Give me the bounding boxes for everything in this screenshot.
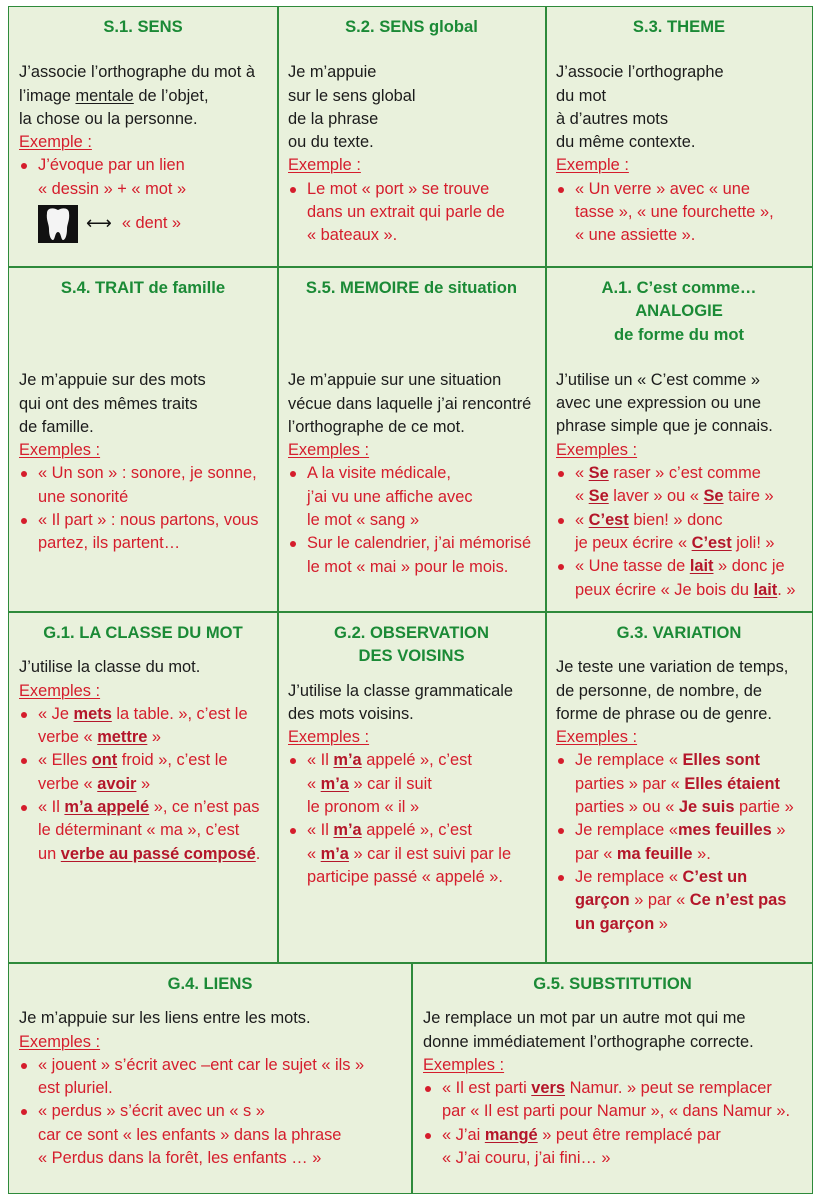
example-list [556, 462, 802, 602]
text: joli! » [731, 533, 775, 552]
text: « J’ai [442, 1125, 485, 1144]
text: « Il [307, 751, 334, 770]
text: taire » [723, 487, 774, 506]
text: Je remplace « [575, 821, 678, 840]
example-item [423, 1077, 802, 1124]
key-word: Je suis [678, 798, 735, 817]
example-label: Exemples : [556, 728, 638, 747]
tooth-illustration-row [19, 205, 267, 243]
example-list [19, 462, 267, 555]
key-word: Se [703, 487, 724, 506]
cell-description: Je m’appuie sur une situation vécue dans laquelle j’ai rencontré l’orthographe de ce mot. [288, 371, 532, 436]
key-word: vers [531, 1079, 566, 1098]
key-word: C’est [588, 510, 629, 529]
example-item: « perdus » s’écrit avec un « s » car ce sont « les enfants » dans la phrase « Perdus dans la forêt, les enfants … » [19, 1100, 401, 1170]
cell-description: Je m’appuie sur le sens global de la phrase ou du texte. [288, 63, 416, 152]
text: raser » c’est comme « [575, 464, 761, 506]
key-word: mes feuilles [677, 821, 772, 840]
example-label: Exemples : [288, 728, 370, 747]
text: . » [777, 580, 796, 599]
cell-description: Je m’appuie sur les liens entre les mots. [19, 1009, 311, 1028]
cell-s4-trait-famille [9, 268, 277, 611]
text: partie » [734, 798, 794, 817]
cell-title: S.3. THEME [632, 17, 726, 36]
example-item [19, 749, 267, 796]
key-word: m’a appelé [64, 798, 150, 817]
key-word: lait [753, 580, 778, 599]
cell-title: S.2. SENS global [345, 17, 478, 36]
text: » par « [629, 891, 690, 910]
cell-title: G.4. LIENS [167, 974, 253, 993]
example-item: Sur le calendrier, j’ai mémorisé le mot « mai » pour le mois. [288, 532, 535, 579]
text: laver » ou « [608, 487, 704, 506]
text: bien! » donc je peux écrire « [575, 510, 723, 552]
text: ». [692, 844, 711, 863]
example-label: Exemples : [19, 681, 101, 700]
example-list [423, 1077, 802, 1170]
text: . [255, 844, 261, 863]
cell-description: Je remplace un mot par un autre mot qui me donne immédiatement l’orthographe correcte. [423, 1009, 754, 1051]
key-word: Elles sont [682, 751, 760, 770]
example-list [556, 178, 802, 248]
text: froid », c’est le verbe « [38, 751, 228, 793]
text: « Je [38, 704, 74, 723]
example-list [19, 1054, 401, 1170]
example-list [288, 178, 535, 248]
example-item [556, 749, 802, 819]
text: de l’objet, la chose ou la personne. [19, 86, 209, 128]
key-word: m’a [333, 751, 362, 770]
example-list [19, 703, 267, 866]
cell-description: J’utilise la classe du mot. [19, 658, 201, 677]
example-item: « Un son » : sonore, je sonne, une sonorité [19, 462, 267, 509]
text: Namur. » peut se remplacer par « Il est parti pour Namur », « dans Namur ». [442, 1079, 791, 1121]
example-item [288, 749, 535, 819]
text: » [654, 914, 668, 933]
example-item [423, 1124, 802, 1171]
example-list [19, 154, 267, 201]
key-word: C’est [691, 533, 732, 552]
cell-description: J’associe l’orthographe du mot à d’autres mots du même contexte. [556, 63, 724, 152]
key-word: mettre [97, 728, 148, 747]
text: » car il suit le pronom « il » [307, 774, 432, 817]
cell-title: G.2. OBSERVATION DES VOISINS [334, 623, 489, 666]
tooth-icon [38, 205, 78, 243]
cell-a1-analogie [546, 268, 812, 611]
key-word: Ce n’est pas un garçon [575, 891, 787, 933]
cell-g5-substitution [413, 964, 812, 1193]
text: « Une tasse de [575, 557, 690, 576]
cell-s1-sens [9, 7, 277, 266]
example-item: J’évoque par un lien « dessin » + « mot » [19, 154, 267, 201]
key-word: ma feuille [616, 844, 693, 863]
key-word: Elles étaient [684, 774, 780, 793]
example-list [556, 749, 802, 935]
text: » par « [575, 821, 786, 863]
example-item [556, 555, 802, 602]
example-label: Exemple : [288, 156, 361, 175]
text: « [575, 510, 589, 529]
cell-g2-observation-voisins [278, 613, 545, 962]
key-word: verbe au passé composé [60, 844, 256, 863]
underlined-word: mentale [75, 86, 134, 105]
key-word: Se [588, 464, 609, 483]
example-list [288, 462, 535, 578]
key-word: avoir [97, 774, 137, 793]
cell-title: S.1. SENS [103, 17, 183, 36]
cell-title: A.1. C’est comme… ANALOGIE de forme du mot [601, 278, 757, 344]
text: Je remplace « [575, 751, 683, 770]
cell-s2-sens-global [278, 7, 545, 266]
strategy-table [8, 6, 813, 1194]
text: » [136, 774, 151, 793]
example-item: « jouent » s’écrit avec –ent car le sujet « ils » est pluriel. [19, 1054, 401, 1101]
example-item [556, 509, 802, 556]
example-label: Exemples : [19, 441, 101, 460]
example-label: Exemple : [556, 156, 629, 175]
text: parties » ou « [575, 798, 675, 817]
cell-description: J’utilise un « C’est comme » avec une expression ou une phrase simple que je connais. [556, 370, 773, 436]
example-item [556, 819, 802, 866]
double-arrow-icon: ⟷ [86, 213, 112, 234]
text: J’associe l’orthographe du mot à l’image [19, 63, 255, 105]
text: » [147, 728, 162, 747]
cell-description: Je teste une variation de temps, de personne, de nombre, de forme de phrase ou de genre. [556, 658, 789, 723]
example-label: Exemple : [19, 133, 92, 152]
text: » donc je peux écrire « Je bois du [575, 557, 785, 599]
key-word: m’a [320, 774, 349, 793]
example-item [19, 703, 267, 750]
text: appelé », c’est « [307, 821, 472, 863]
dent-label: « dent » [121, 214, 182, 233]
example-item: Le mot « port » se trouve dans un extrait qui parle de « bateaux ». [288, 178, 535, 248]
example-item [288, 819, 535, 889]
text: « Il [38, 798, 65, 817]
key-word: ont [91, 751, 118, 770]
cell-description [19, 61, 267, 131]
example-label: Exemples : [19, 1032, 101, 1051]
text: « Elles [38, 751, 92, 770]
text: « [575, 464, 589, 483]
text: » peut être remplacé par « J’ai couru, j’ai fini… » [442, 1125, 721, 1168]
example-label: Exemples : [423, 1055, 505, 1074]
key-word: mets [73, 704, 112, 723]
text: » car il est suivi par le participe passé « appelé ». [307, 844, 512, 886]
cell-description: J’utilise la classe grammaticale des mots voisins. [288, 681, 513, 723]
key-word: m’a [320, 844, 349, 863]
text: la table. », c’est le verbe « [38, 704, 248, 747]
example-list [288, 749, 535, 889]
example-label: Exemples : [288, 441, 370, 460]
cell-title: S.5. MEMOIRE de situation [305, 278, 518, 297]
cell-g1-classe-du-mot [9, 613, 277, 962]
text: appelé », c’est « [307, 751, 472, 793]
example-item [556, 462, 802, 509]
cell-s5-memoire-situation [278, 268, 545, 611]
cell-description: Je m’appuie sur des mots qui ont des mêmes traits de famille. [19, 371, 206, 436]
example-item: « Il part » : nous partons, vous partez, ils partent… [19, 509, 267, 556]
example-label: Exemples : [556, 440, 638, 459]
key-word: C’est un garçon [575, 867, 748, 910]
text: Je remplace « [575, 867, 683, 886]
text: « Il est parti [442, 1079, 532, 1098]
key-word: lait [689, 557, 714, 576]
cell-s3-theme [546, 7, 812, 266]
example-item [19, 796, 267, 866]
cell-title: G.5. SUBSTITUTION [533, 974, 692, 993]
key-word: m’a [333, 821, 362, 840]
text: parties » par « [575, 774, 685, 793]
cell-title: G.1. LA CLASSE DU MOT [43, 623, 243, 642]
example-item: A la visite médicale, j’ai vu une affiche avec le mot « sang » [288, 462, 535, 532]
cell-title: S.4. TRAIT de famille [60, 278, 226, 297]
key-word: Se [588, 487, 609, 506]
text: « Il [307, 821, 334, 840]
cell-g4-liens [9, 964, 411, 1193]
example-item [556, 866, 802, 936]
example-item: « Un verre » avec « une tasse », « une fourchette », « une assiette ». [556, 178, 802, 248]
text: », ce n’est pas le déterminant « ma », c’est un [38, 798, 260, 863]
key-word: mangé [484, 1125, 538, 1144]
cell-g3-variation [546, 613, 812, 962]
cell-title: G.3. VARIATION [616, 623, 742, 642]
